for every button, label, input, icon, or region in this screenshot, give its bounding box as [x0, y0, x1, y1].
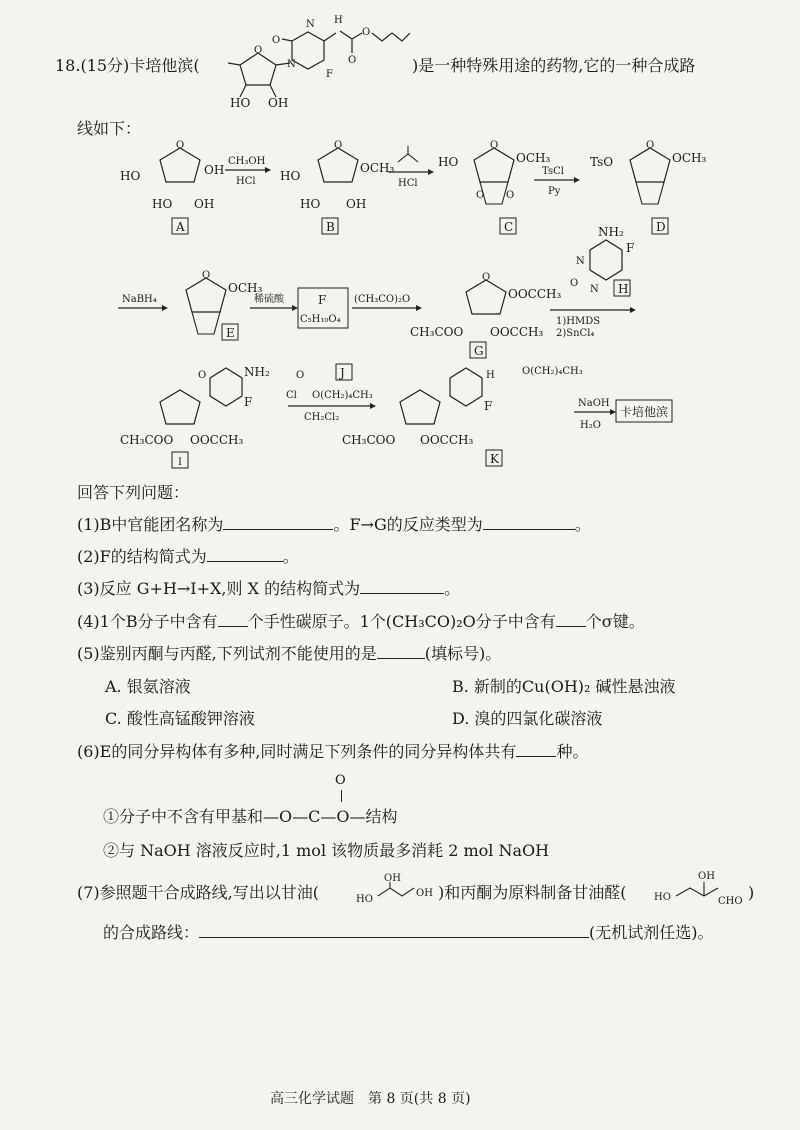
question-5	[77, 643, 501, 665]
label-i: I	[178, 457, 182, 468]
b-ho2: HO	[300, 197, 321, 211]
i-nh2: NH₂	[244, 365, 270, 379]
b-ho: HO	[280, 169, 301, 183]
glyceraldehyde-cho: CHO	[718, 896, 743, 907]
q1-text-b: 。F→G的反应类型为	[333, 515, 483, 534]
d-och3: OCH₃	[672, 151, 707, 165]
h-o: O	[570, 278, 579, 289]
j-o: O	[296, 370, 305, 381]
n1: N	[287, 59, 296, 70]
e-o: O	[202, 270, 211, 281]
a-oh1: OH	[204, 163, 225, 177]
reagent-dilute-h2so4: 稀硫酸	[254, 294, 284, 305]
label-h: H	[618, 282, 629, 296]
drug-name: 卡培他滨(	[129, 56, 200, 75]
reagent-hcl-2: HCl	[398, 178, 418, 189]
reagent-h2o: H₂O	[580, 420, 601, 431]
glycerol-ho: HO	[356, 894, 373, 905]
q7-text-e: (无机试剂任选)。	[589, 923, 714, 942]
reagent-nabh4: NaBH₄	[122, 294, 157, 305]
q6-condition-2: ②与 NaOH 溶液反应时,1 mol 该物质最多消耗 2 mol NaOH	[103, 841, 550, 860]
glyceraldehyde-ho: HO	[654, 892, 671, 903]
compound-i	[120, 365, 270, 468]
reagent-ac2o: (CH₃CO)₂O	[354, 294, 411, 305]
q6-text-a: (6)E的同分异构体有多种,同时满足下列条件的同分异构体共有	[77, 742, 517, 761]
h-n: N	[576, 256, 585, 267]
synthesis-scheme	[0, 140, 800, 470]
q1-blank-1[interactable]	[223, 515, 333, 530]
h-nh2: NH₂	[598, 225, 624, 239]
reagent-naoh: NaOH	[578, 398, 610, 409]
e-och3: OCH₃	[228, 281, 263, 295]
q7-text-d: 的合成路线：	[103, 923, 200, 942]
q7-line2	[103, 922, 714, 944]
q1-text-c: 。	[574, 515, 591, 534]
c-o2: O	[476, 190, 485, 201]
answer-intro: 回答下列问题：	[77, 483, 190, 502]
n3: N	[306, 19, 315, 30]
a-ho2: HO	[152, 197, 173, 211]
label-f: F	[318, 293, 327, 307]
compound-c	[438, 140, 550, 234]
q7-text-a: (7)参照题干合成路线,写出以甘油(	[77, 883, 319, 902]
question-7	[77, 882, 319, 904]
reagent-py: Py	[548, 186, 561, 197]
a-o: O	[176, 140, 185, 151]
b-o: O	[334, 140, 343, 151]
q3-text-b: 。	[444, 579, 461, 598]
i-o: O	[198, 370, 207, 381]
compound-g	[410, 272, 562, 358]
k-ooccch3: OOCCH₃	[420, 433, 474, 447]
capecitabine-structure	[210, 5, 410, 110]
c-o3: O	[506, 190, 515, 201]
reagent-ch2cl2: CH₂Cl₂	[304, 412, 340, 423]
a-oh2: OH	[194, 197, 215, 211]
q1-text-a: (1)B中官能团名称为	[77, 515, 224, 534]
nh-h: H	[334, 15, 343, 26]
q2-text-a: (2)F的结构简式为	[77, 547, 207, 566]
q5-option-d: D. 溴的四氯化碳溶液	[452, 709, 603, 728]
label-c: C	[504, 220, 514, 234]
q5-option-b: B. 新制的Cu(OH)₂ 碱性悬浊液	[452, 677, 676, 696]
ester-o: O	[362, 27, 371, 38]
q5-blank[interactable]	[377, 644, 425, 659]
f-hdr: F	[326, 69, 333, 80]
q2-blank[interactable]	[207, 547, 283, 562]
question-1	[77, 514, 591, 536]
h-f: F	[626, 241, 635, 255]
j-cl: Cl	[286, 390, 297, 401]
i-f: F	[244, 395, 253, 409]
q5-option-c: C. 酸性高锰酸钾溶液	[105, 709, 255, 728]
j-o-ch2: O(CH₂)₄CH₃	[312, 390, 373, 401]
glycerol-oh-top: OH	[384, 873, 401, 884]
q6-text-b: 种。	[556, 742, 589, 761]
q6-carbonyl-bond	[341, 790, 343, 802]
q4-blank-2[interactable]	[556, 612, 586, 627]
g-ch3coo: CH₃COO	[410, 325, 464, 339]
ho-group: HO	[230, 96, 251, 110]
q5-option-a: A. 银氨溶液	[105, 677, 191, 696]
k-o-ch2: O(CH₂)₄CH₃	[522, 366, 583, 377]
q6-condition-1	[103, 806, 398, 828]
i-ch3coo: CH₃COO	[120, 433, 174, 447]
compound-b	[280, 140, 394, 234]
q4-text-b: 个手性碳原子。1个(CH₃CO)₂O分子中含有	[247, 612, 556, 631]
q6-carbonyl-o: O	[335, 773, 346, 788]
q7-blank[interactable]	[199, 923, 589, 938]
reagent-tscl: TsCl	[542, 166, 564, 177]
label-b: B	[326, 220, 335, 234]
q6-blank[interactable]	[516, 742, 556, 757]
glyceraldehyde-structure	[652, 868, 755, 908]
reagent-hmds: 1)HMDS	[556, 316, 601, 327]
glyceraldehyde-oh-top: OH	[698, 871, 715, 882]
reagent-sncl4: 2)SnCl₄	[556, 328, 595, 339]
label-a: A	[176, 220, 185, 234]
page-footer: 高三化学试题 第 8 页(共 8 页)	[270, 1091, 471, 1107]
compound-h	[570, 225, 634, 296]
compound-k	[342, 366, 583, 466]
q3-text-a: (3)反应 G+H→I+X,则 X 的结构简式为	[77, 579, 361, 598]
q3-blank[interactable]	[360, 579, 444, 594]
q1-blank-2[interactable]	[483, 515, 575, 530]
q7-text-c: )	[748, 883, 755, 902]
oh-group: OH	[268, 96, 289, 110]
c-ho: HO	[438, 155, 459, 169]
question-6	[77, 741, 588, 763]
compound-a	[120, 140, 224, 234]
compound-e	[186, 270, 262, 340]
k-f: F	[484, 399, 493, 413]
glycerol-oh: OH	[416, 888, 433, 899]
label-j: J	[340, 366, 345, 380]
h-n2: N	[590, 284, 599, 295]
label-k: K	[490, 452, 499, 466]
question-header	[55, 55, 200, 77]
f-formula: C₅H₁₀O₄	[300, 314, 341, 325]
compound-d	[590, 140, 706, 234]
q4-text-c: 个σ键。	[585, 612, 645, 631]
q7-text-b: )和丙酮为原料制备甘油醛(	[438, 883, 627, 902]
reagent-ch3oh: CH₃OH	[228, 156, 266, 167]
q4-blank-1[interactable]	[218, 612, 248, 627]
g-o: O	[482, 272, 491, 283]
q6-c1-text-b: 结构	[365, 807, 398, 826]
label-d: D	[656, 220, 666, 234]
label-e: E	[226, 326, 235, 340]
b-och3: OCH₃	[360, 161, 395, 175]
b-oh: OH	[346, 197, 367, 211]
c-och3: OCH₃	[516, 151, 551, 165]
question-4	[77, 611, 645, 633]
q5-text-a: (5)鉴别丙酮与丙醛,下列试剂不能使用的是	[77, 644, 377, 663]
g-ooccch3-2: OOCCH₃	[490, 325, 544, 339]
question-2	[77, 546, 299, 568]
question-number: 18.	[55, 56, 81, 75]
reagent-hcl-1: HCl	[236, 176, 256, 187]
carbonyl-o: O	[348, 55, 357, 66]
d-o: O	[646, 140, 655, 151]
q4-text-a: (4)1个B分子中含有	[77, 612, 218, 631]
c-o: O	[272, 35, 281, 46]
q6-c1-struct: —O—C—O—	[263, 807, 366, 826]
i-ooccch3: OOCCH₃	[190, 433, 244, 447]
c-o: O	[490, 140, 499, 151]
intro-rest: )是一种特殊用途的药物,它的一种合成路	[412, 56, 696, 75]
k-h: H	[486, 370, 495, 381]
a-ho: HO	[120, 169, 141, 183]
g-ooccch3: OOCCH₃	[508, 287, 562, 301]
ring-o: O	[254, 45, 263, 56]
product-label: 卡培他滨	[620, 405, 669, 419]
q6-c1-text-a: ①分子中不含有甲基和	[103, 807, 264, 826]
intro-line2: 线如下：	[77, 119, 142, 138]
glycerol-structure	[354, 872, 444, 906]
question-score: (15分)	[80, 56, 130, 75]
q5-text-b: (填标号)。	[424, 644, 502, 663]
label-g: G	[474, 344, 484, 358]
d-tso: TsO	[590, 155, 614, 169]
question-3	[77, 578, 460, 600]
k-ch3coo: CH₃COO	[342, 433, 396, 447]
q2-text-b: 。	[282, 547, 299, 566]
